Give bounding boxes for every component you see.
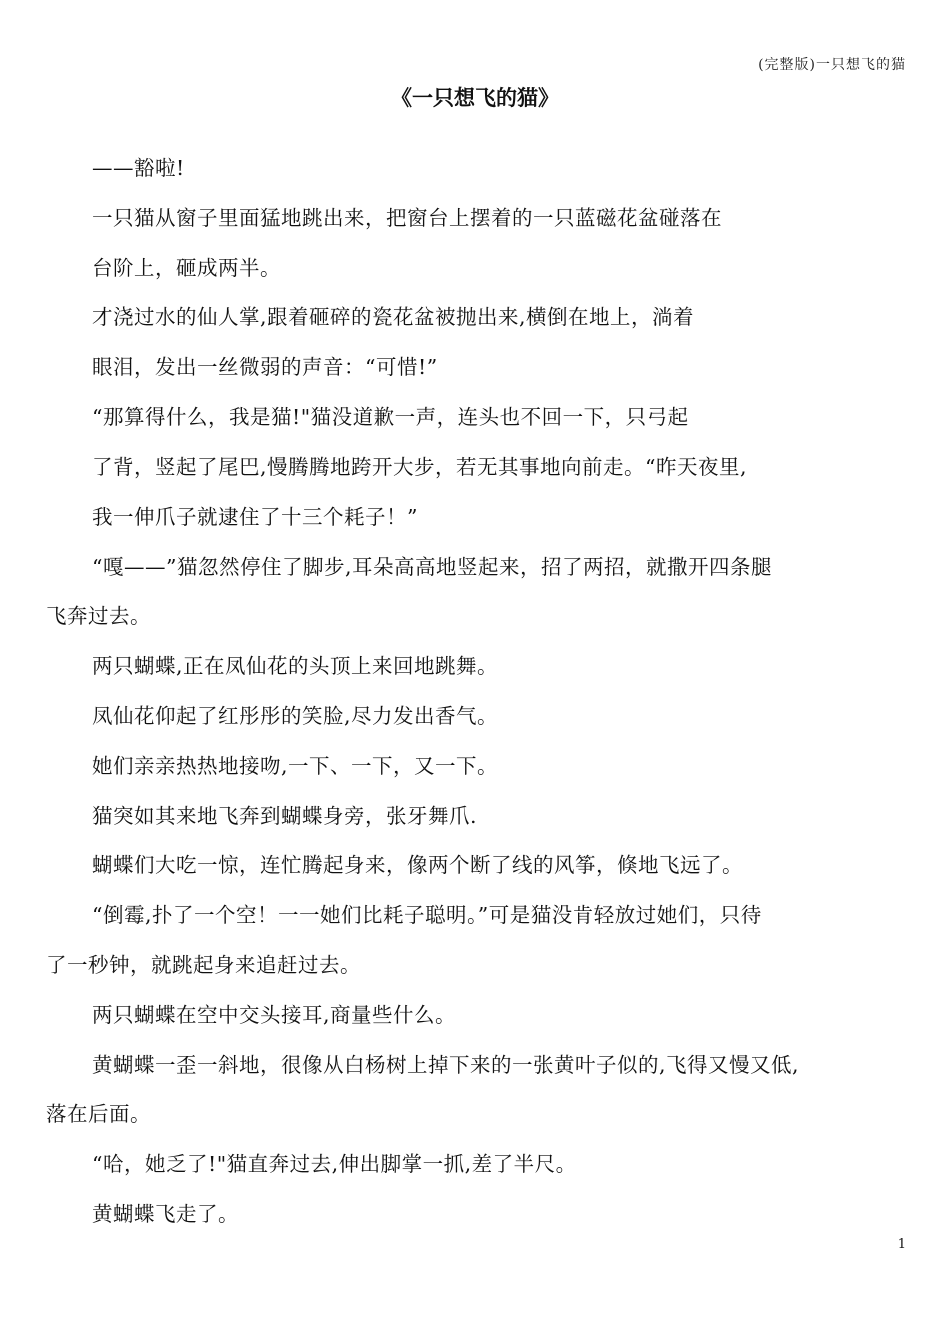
- text-line: 飞奔过去。: [46, 604, 151, 628]
- text-line: 台阶上，砸成两半。: [92, 256, 281, 280]
- running-header: (完整版)一只想飞的猫: [758, 57, 906, 73]
- document-title: 《一只想飞的猫》: [391, 86, 559, 110]
- text-line: “哈，她乏了!"猫直奔过去,伸出脚掌一抓,差了半尺。: [92, 1152, 577, 1176]
- text-line: ——豁啦!: [92, 156, 185, 180]
- text-line: “嘎——”猫忽然停住了脚步,耳朵高高地竖起来，招了两招，就撒开四条腿: [92, 555, 772, 579]
- text-line: 黄蝴蝶一歪一斜地，很像从白杨树上掉下来的一张黄叶子似的,飞得又慢又低,: [92, 1053, 800, 1077]
- text-line: 凤仙花仰起了红彤彤的笑脸,尽力发出香气。: [92, 704, 499, 728]
- text-line: 猫突如其来地飞奔到蝴蝶身旁，张牙舞爪.: [92, 804, 478, 828]
- text-line: 黄蝴蝶飞走了。: [92, 1202, 239, 1226]
- text-line: 一只猫从窗子里面猛地跳出来，把窗台上摆着的一只蓝磁花盆碰落在: [92, 206, 722, 230]
- text-line: 两只蝴蝶在空中交头接耳,商量些什么。: [92, 1003, 457, 1027]
- text-line: 才浇过水的仙人掌,跟着砸碎的瓷花盆被抛出来,横倒在地上，淌着: [92, 305, 695, 329]
- text-line: 她们亲亲热热地接吻,一下、一下，又一下。: [92, 754, 499, 778]
- text-line: 了一秒钟，就跳起身来追赶过去。: [46, 953, 361, 977]
- text-line: “倒霉,扑了一个空！一一她们比耗子聪明。”可是猫没肯轻放过她们，只待: [92, 903, 762, 927]
- text-line: 我一伸爪子就逮住了十三个耗子！”: [92, 505, 418, 529]
- page-number: 1: [897, 1237, 906, 1252]
- text-line: 眼泪，发出一丝微弱的声音：“可惜!”: [92, 355, 438, 379]
- text-line: 落在后面。: [46, 1102, 151, 1126]
- text-line: 两只蝴蝶,正在凤仙花的头顶上来回地跳舞。: [92, 654, 499, 678]
- text-line: 了背，竖起了尾巴,慢腾腾地跨开大步，若无其事地向前走。“昨天夜里,: [92, 455, 748, 479]
- text-line: “那算得什么，我是猫!"猫没道歉一声，连头也不回一下，只弓起: [92, 405, 689, 429]
- text-line: 蝴蝶们大吃一惊，连忙腾起身来，像两个断了线的风筝，倏地飞远了。: [92, 853, 743, 877]
